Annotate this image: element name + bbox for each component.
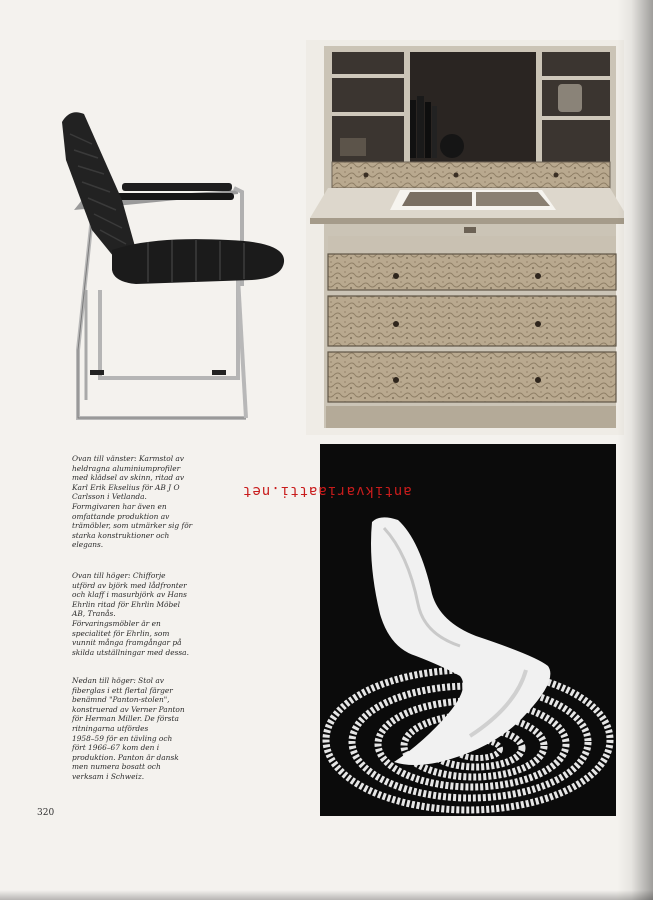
photo-panton-chair [320, 444, 616, 816]
photo-armchair [52, 100, 292, 430]
caption-panton-chair: Nedan till höger: Stol av fiberglas i ett flertal färger benämnd "Panton-stolen", konstruerad av Verner Panton för Herman Miller. De första ritningarna utfördes 1958–59 för en tävling och fört 1966–67 kom den i produktion. Panton är dansk men numera bosatt och verksam i Schweiz. [72, 676, 185, 781]
caption-chiffonier: Ovan till höger: Chifforje utförd av björk med lådfronter och klaff i masurbjörk av Hans Ehrlin ritad för Ehrlin Möbel AB, Tranås. Förvaringsmöbler är en specialitet för Ehrlin, som vunnit många framgångar på skilda utställningar med dessa. [72, 571, 189, 657]
armchair-illustration [52, 100, 292, 430]
page-number: 320 [37, 808, 55, 818]
page-gutter-shadow [617, 0, 653, 900]
photo-chiffonier [306, 40, 624, 435]
watermark: antikvariaatti.net [242, 483, 412, 499]
panton-chair-illustration [320, 444, 616, 816]
caption-armchair: Ovan till vänster: Karmstol av heldragna aluminiumprofiler med klädsel av skinn, ritad av Karl Erik Ekselius för AB J O Carlsson i Vetlanda. Formgivaren har även en omfattande produktion av trämöbler, som utmärker sig för starka konstruktioner och elegans. [72, 454, 193, 550]
page-bottom-edge [0, 890, 653, 900]
chiffonier-illustration [306, 40, 624, 435]
